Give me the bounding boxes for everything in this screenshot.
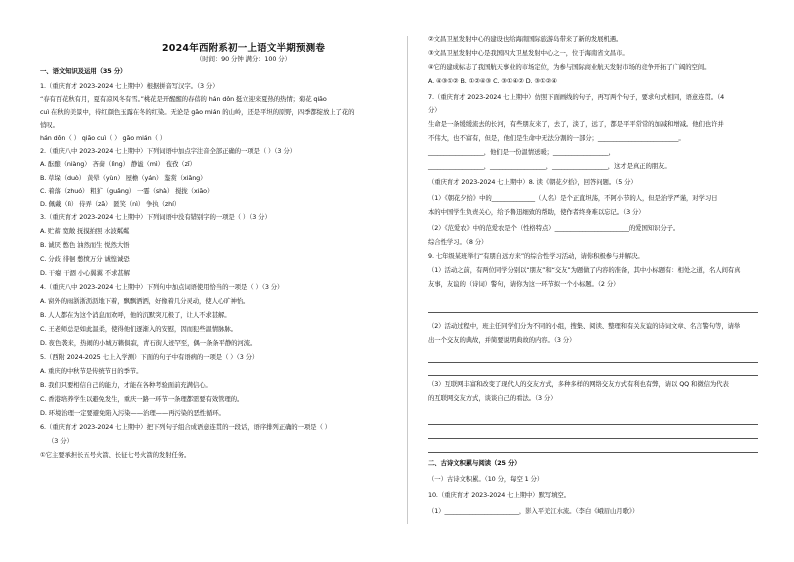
answer-line[interactable]: [428, 312, 758, 313]
text-line: B. 我们只要相信自己的能力，才能在各种考验面前充满信心。: [40, 381, 212, 389]
text-line: （1）________________________，影入平羌江水流。（李白《峨眉山月歌》）: [428, 507, 639, 515]
text-line: ④它的建成标志了我国航天事业的市场定位，为参与国际商业航天发射市场的竞争开拓了广阔的空间。: [428, 63, 711, 71]
answer-line[interactable]: [428, 438, 758, 439]
text-line: C. 香港培养学生以避免发生，重庆一路一环节一条理都需要有效管理的。: [40, 395, 244, 403]
text-line: （1）《朝花夕拾》中的______________（人名）是个正直坦荡，不阿小节的人，但是治学严谨，对学习日: [428, 194, 718, 202]
text-line: A. ④③①② B. ①②④③ C. ③①④② D. ③①②④: [428, 77, 557, 85]
text-line: B. 人人都在为这个消息而欢呼，他的沉默突兀极了，让人不求甚解。: [40, 311, 231, 319]
text-line: A. 酝酿（niàng） 吝啬（lìng） 静谧（mì） 苞孜（zī）: [40, 160, 196, 168]
text-line: （2）《范爱农》中的范爱农是个（性格特点）________________________的爱国知识分子。: [428, 224, 680, 232]
text-line: __________________，__________________，__________________，这才是真正的朋友。: [428, 162, 671, 170]
text-line: 5.（西附 2024-2025 七上入学测）下面的句子中有语病的一项是（ ）（3 分）: [40, 353, 259, 361]
text-line: D. 环境治理一定要避免陷入污染——治理——再污染的恶性循环。: [40, 409, 225, 417]
text-line: 2.（重庆八中 2023-2024 七上期中）下列词语中加点字注音全部正确的一项是（ ）（3 分）: [40, 147, 296, 155]
text-line: 10.（重庆育才 2023-2024 七上期中）默写填空。: [428, 491, 571, 499]
text-line: 悄叹。: [40, 121, 59, 129]
text-line: 1.（重庆育才 2023-2024 七上期中）根据拼音写汉字。（3 分）: [40, 82, 219, 90]
text-line: D. 干瘪 干涸 小心翼翼 不求甚解: [40, 269, 130, 277]
text-line: __________________，他们是一份温情送暖；__________________，: [428, 148, 615, 156]
text-line: （一）古诗文积累。（10 分，每空 1 分）: [428, 475, 544, 483]
text-line: C. 着落（zhuó） 粗犷（guǎng） 一霎（shà） 搅拢（xiāo）: [40, 187, 214, 195]
text-line: A. 贮蓄 宽敞 抚摸拍照 水波粼粼: [40, 227, 130, 235]
text-line: 4.（重庆八中 2023-2024 七上期中）下列句中加点词语使用恰当的一项是（ ）（3 分）: [40, 283, 284, 291]
text-line: B. 诚厌 憋色 油然而生 悦然大悟: [40, 241, 130, 249]
text-line: A. 重庆的中秋节是传统节日的季节。: [40, 367, 143, 375]
text-line: C. 王老师总是如此温柔，使得他们逐渐入的安慰，因而犯些温情脉脉。: [40, 325, 237, 333]
text-line: A. 窗外的雨浙浙沥沥地下着，飘飘洒洒，好像着几分灵动，使人心旷神怡。: [40, 297, 250, 305]
text-line: （2）活动过程中，班主任同学们分为不同的小组，搜集、阅读、整理和有关友谊的诗词文章、名言警句等，请举: [428, 322, 741, 330]
text-line: （3 分）: [48, 437, 73, 445]
text-line: D. 夜色袭来，热闹的小城万籁俱寂，青石街人迹罕至，偶一条条平静的河流。: [40, 339, 257, 347]
text-line: ③文昌卫星发射中心是我国四大卫星发射中心之一，位于海南省文昌市。: [428, 49, 629, 57]
text-line: cuì 在秋的美景中，待红颜色玉露在冬的红染。无论是 gāo mián 的山岭，还是平坦的原野，四季都绽放上了花的: [40, 108, 355, 116]
text-line: 出一个交友的典故，并简要说明典故的内容。（3 分）: [428, 336, 576, 344]
text-line: （3）互联网丰富和改变了现代人的交友方式，多种多样的网络交友方式有利也有弊，请以 QQ 和微信为代表: [428, 380, 729, 388]
text-line: 综合性学习。（8 分）: [428, 238, 488, 246]
section-heading: 二、古诗文积累与阅读（25 分）: [428, 459, 521, 467]
text-line: ②文昌卫星发射中心的建设也给海南国际旅游岛带来了新的发展机遇。: [428, 35, 623, 43]
text-line: “春有百花秋有月，夏有凉风冬有雪。”桃花是开醒醒的春蓓的 hán dǒn 挺立迎来夏热的热情；菊花 qiāo: [40, 95, 327, 103]
answer-line[interactable]: [428, 362, 758, 363]
text-line: 友事，友谊的（诗词）警句，请你为这一环节拟一个小标题。（2 分）: [428, 280, 620, 288]
text-line: 不伟大，也不富有，但是，他们是生命中无法分割的一部分；__________________________。: [428, 134, 685, 142]
text-line: （重庆育才 2023-2024 七上期中）8. 读《朝花夕拾》，回答问题。（5 分）: [428, 178, 637, 186]
text-line: 分）: [428, 106, 441, 114]
text-line: D. 佩戴（lì） 侍弄（zā） 匿笑（nì） 争执（zhí）: [40, 200, 181, 208]
text-line: 本的中国学生负责关心，给予鲁迅细致的帮助，使作者终身难以忘记。（3 分）: [428, 208, 645, 216]
text-line: （时间：90 分钟 满分：100 分）: [196, 55, 291, 63]
answer-line[interactable]: [428, 424, 758, 425]
page-title: 2024年西附系初一上语文半期预测卷: [162, 43, 326, 54]
text-line: 的互联网交友方式，谈谈自己的看法。（3 分）: [428, 394, 557, 402]
text-line: 9. 七年级某班举行“有朋自远方来”的综合性学习活动，请你积极参与并解决。: [428, 252, 644, 260]
text-line: 生命是一条缓缓流去的长河，有些朋友来了，去了，淡了，远了，都是平平常常的加减和增减。他们也许并: [428, 120, 724, 128]
text-line: hán dǒn（ ） qiāo cuì（ ） gāo mián（ ）: [40, 134, 167, 142]
text-line: B. 草垛（duò） 黄晕（yùn） 屋檐（yán） 鉴赏（xiǎng）: [40, 174, 207, 182]
text-line: （1）活动之前，有两位同学分别以“朋友”和“交友”为题做了内容的准备，其中小标题有：相处之道，名人间有真: [428, 266, 741, 274]
answer-line[interactable]: [428, 375, 758, 376]
section-heading: 一、语文知识及运用（35 分）: [40, 67, 127, 75]
text-line: 3.（重庆育才 2023-2024 七上期中）下列词语中没有错别字的一项是（ ）（3 分）: [40, 213, 271, 221]
text-line: ①它主要承担长五号火箭、长征七号火箭的发射任务。: [40, 451, 191, 459]
text-line: C. 分歧 徘徊 憋愤万分 诚惶诚恐: [40, 255, 130, 263]
column-divider: [407, 36, 408, 524]
text-line: 6.（重庆育才 2023-2024 七上期中）把下列句子组合成语意连贯的一段话，语序排列正确的一项是（ ）: [40, 423, 331, 431]
answer-line[interactable]: [428, 452, 758, 453]
text-line: 7.（重庆育才 2023-2024 七上期中）仿照下面画线的句子，再写两个句子，要求句式相同，语意连贯。（4: [428, 93, 725, 101]
